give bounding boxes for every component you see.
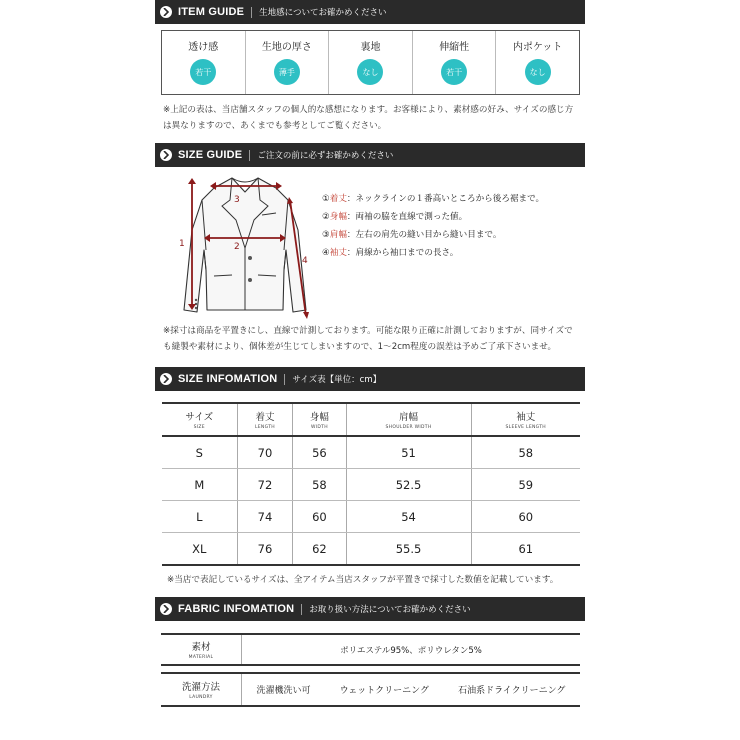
header-divider: [284, 374, 285, 385]
column-header: 袖丈 SLEEVE LENGTH: [505, 412, 546, 430]
material-header: [161, 635, 242, 664]
size-info-subtitle: サイズ表【単位：cm】: [292, 375, 382, 385]
table-cell: 62: [293, 533, 346, 566]
item-guide-box: [161, 30, 580, 95]
column-header: 肩幅 SHOULDER WIDTH: [346, 403, 471, 436]
legend-num: ③: [322, 230, 330, 240]
guide-item: [413, 31, 497, 94]
table-cell: 56: [293, 436, 346, 469]
jacket-drawing: [170, 170, 320, 325]
laundry-values: [242, 683, 580, 696]
table-cell: XL: [162, 533, 237, 566]
table-cell: 72: [237, 469, 293, 501]
measure-mark: 4: [302, 256, 308, 266]
table-cell: 70: [237, 436, 293, 469]
table-row: [162, 533, 580, 566]
laundry-value: ウェットクリーニング: [339, 686, 429, 696]
legend-key: 袖丈: [329, 248, 347, 258]
laundry-row: [161, 672, 580, 707]
guide-item: [329, 31, 413, 94]
guide-item-badge: なし: [357, 59, 383, 85]
table-cell: 60: [471, 501, 580, 533]
chevron-right-icon: [160, 603, 172, 615]
size-guide-header: [155, 143, 585, 167]
legend-key: 身幅: [329, 212, 347, 222]
note-line: ※上記の表は、当店舗スタッフの個人的な感想になります。お客様により、素材感の好み、サイズの感じ方: [163, 105, 574, 115]
chevron-right-icon: [160, 6, 172, 18]
item-guide-subtitle: 生地感についてお確かめください: [259, 8, 387, 18]
chevron-right-icon: [160, 373, 172, 385]
header-divider: [251, 7, 252, 18]
legend-num: ①: [322, 194, 330, 204]
measure-mark: 1: [179, 239, 185, 249]
guide-item: [162, 31, 246, 94]
table-cell: 60: [293, 501, 346, 533]
measure-mark: 2: [234, 242, 240, 252]
item-guide-title: ITEM GUIDE: [178, 6, 245, 18]
guide-item-badge: 若干: [441, 59, 467, 85]
table-cell: 54: [346, 501, 471, 533]
fabric-info-header: [155, 597, 585, 621]
laundry-value: 石油系ドライクリーニング: [458, 686, 566, 696]
guide-item: [246, 31, 330, 94]
table-cell: 52.5: [346, 469, 471, 501]
table-cell: 76: [237, 533, 293, 566]
size-table: [162, 402, 580, 566]
table-row: [162, 436, 580, 469]
guide-item-badge: なし: [525, 59, 551, 85]
laundry-label: 洗濯方法: [181, 682, 220, 693]
chevron-right-icon: [160, 149, 172, 161]
table-header-row: [162, 403, 580, 436]
table-row: [162, 469, 580, 501]
legend-desc: ：両袖の脇を直線で測った値。: [346, 212, 468, 222]
legend-num: ②: [322, 212, 330, 222]
table-cell: 58: [471, 436, 580, 469]
table-cell: 58: [293, 469, 346, 501]
column-header: サイズ SIZE: [162, 403, 237, 436]
column-header: 着丈 LENGTH: [237, 403, 293, 436]
header-divider: [249, 150, 250, 161]
measure-mark: 3: [234, 195, 240, 205]
legend-desc: ：ネックラインの１番高いところから後ろ裾まで。: [346, 194, 545, 204]
legend-desc: ：左右の肩先の縫い目から縫い目まで。: [346, 230, 502, 240]
guide-item-badge: 若干: [190, 59, 216, 85]
table-cell: 55.5: [346, 533, 471, 566]
measurement-legend: [322, 190, 544, 262]
size-guide-title: SIZE GUIDE: [178, 149, 243, 161]
table-cell: L: [162, 501, 237, 533]
legend-key: 肩幅: [329, 230, 347, 240]
fabric-info-title: FABRIC INFOMATION: [178, 603, 295, 615]
table-cell: S: [162, 436, 237, 469]
guide-item: [496, 31, 579, 94]
item-guide-header: [155, 0, 585, 24]
guide-item-label: 透け感: [188, 42, 219, 53]
note-line: は異なりますので、あくまでも参考としてご覧ください。: [163, 121, 387, 131]
material-label-en: MATERIAL: [188, 655, 214, 660]
guide-item-label: 生地の厚さ: [261, 42, 312, 53]
material-row: [161, 633, 580, 666]
size-guide-note: [163, 323, 573, 355]
item-guide-note: [163, 102, 573, 134]
legend-item: [322, 244, 544, 262]
laundry-header: [161, 674, 242, 705]
legend-key: 着丈: [329, 194, 347, 204]
legend-item: [322, 208, 544, 226]
material-value: ポリエステル95%、ポリウレタン5%: [340, 645, 482, 656]
header-divider: [301, 604, 302, 615]
fabric-info-subtitle: お取り扱い方法についてお確かめください: [309, 605, 471, 615]
guide-item-badge: 薄手: [274, 59, 300, 85]
table-cell: M: [162, 469, 237, 501]
size-info-title: SIZE INFOMATION: [178, 373, 278, 385]
laundry-label-en: LAUNDRY: [189, 695, 213, 700]
guide-item-label: 裏地: [360, 42, 381, 53]
table-cell: 61: [471, 533, 580, 566]
size-info-header: [155, 367, 585, 391]
note-line: ※採寸は商品を平置きにし、直線で計測しております。可能な限り正確に計測しておりますが、同サイズで: [163, 326, 573, 336]
legend-item: [322, 226, 544, 244]
table-cell: 51: [346, 436, 471, 469]
size-info-note: ※当店で表記しているサイズは、全アイテム当店スタッフが平置きで採寸した数値を記載しています。: [167, 575, 559, 585]
size-guide-subtitle: ご注文の前に必ずお確かめください: [257, 151, 394, 161]
laundry-value: 洗濯機洗い可: [256, 686, 311, 696]
table-cell: 59: [471, 469, 580, 501]
column-header: 身幅 WIDTH: [293, 403, 346, 436]
jacket-illustration: [170, 170, 320, 325]
guide-item-label: 伸縮性: [439, 42, 470, 53]
legend-desc: ：肩線から袖口までの長さ。: [346, 248, 459, 258]
legend-item: [322, 190, 544, 208]
guide-item-label: 内ポケット: [512, 42, 563, 53]
table-cell: 74: [237, 501, 293, 533]
table-row: [162, 501, 580, 533]
material-label: 素材: [191, 642, 211, 653]
note-line: も縫製や素材により、個体差が生じてしまいますので、1〜2cm程度の誤差は予めご了承下さいませ。: [163, 342, 557, 352]
legend-num: ④: [322, 248, 330, 258]
